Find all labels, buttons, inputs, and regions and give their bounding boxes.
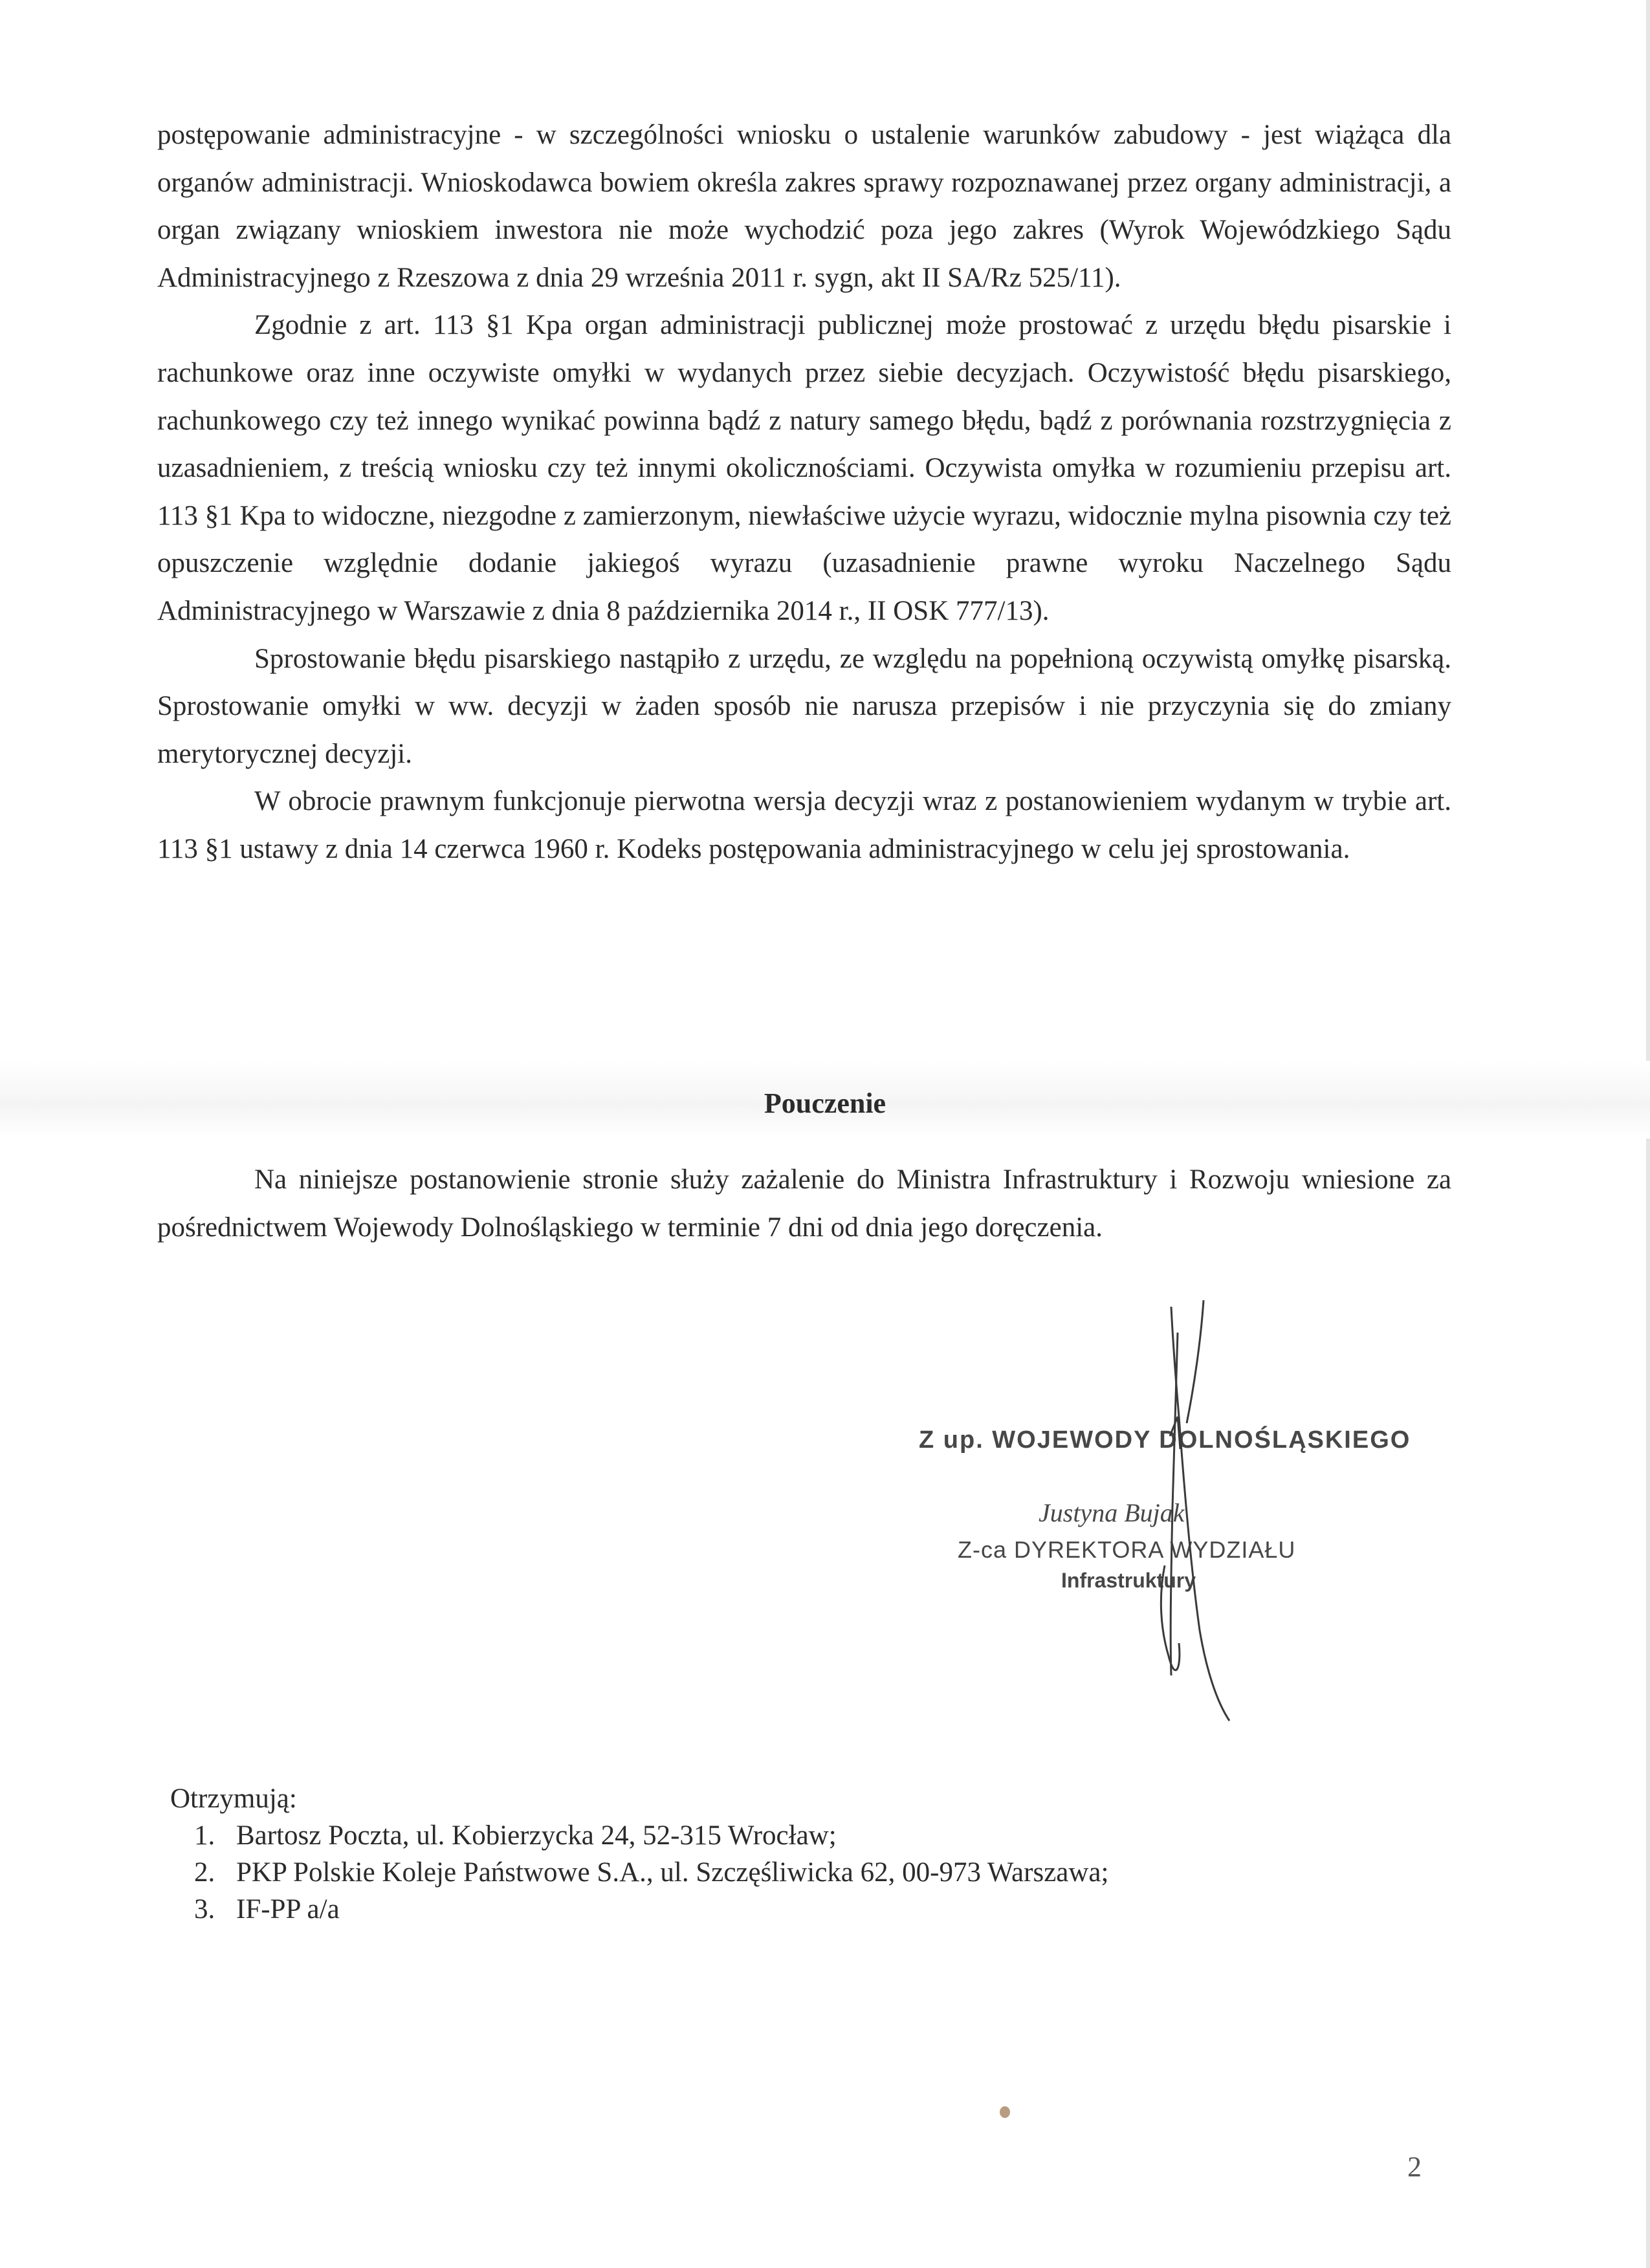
paragraph-art-113: Zgodnie z art. 113 §1 Kpa organ administracji publicznej może prostować z urzędu błędu pisarskie i rachunkowe oraz inne oczywiste omyłki w wydanych przez siebie decyzjach. Oczywistość błędu pisarskiego, rachunkowego czy też innego wynikać powinna bądź z natury samego błędu, bądź z porównania rozstrzygnięcia z uzasadnieniem, z treścią wniosku czy też innymi okolicznościami. Oczywista omyłka w rozumieniu przepisu art. 113 §1 Kpa to widoczne, niezgodne z zamierzonym, niewłaściwe użycie wyrazu, widocznie mylna pisownia czy też opuszczenie względnie dodanie jakiegoś wyrazu (uzasadnienie prawne wyroku Naczelnego Sądu Administracyjnego w Warszawie z dnia 8 października 2014 r., II OSK 777/13). <box>157 310 1451 626</box>
recipient-item: 3. IF-PP a/a <box>222 1891 1108 1928</box>
stamp-department: Infrastruktury <box>1061 1569 1196 1592</box>
scan-dot <box>1000 2106 1010 2118</box>
paragraph-continuation: postępowanie administracyjne - w szczególności wniosku o ustalenie warunków zabudowy - jest wiążąca dla organów administracji. Wnioskodawca bowiem określa zakres sprawy rozpoznawanej przez organy administracji, a organ związany wnioskiem inwestora nie może wychodzić poza jego zakres (Wyrok Wojewódzkiego Sądu Administracyjnego z Rzeszowa z dnia 29 września 2011 r. sygn, akt II SA/Rz 525/11). <box>157 120 1451 293</box>
recipient-item: 2. PKP Polskie Koleje Państwowe S.A., ul. Szczęśliwicka 62, 00-973 Warszawa; <box>222 1854 1108 1891</box>
recipients-block <box>170 1780 1108 1928</box>
stamp-authority: Z up. WOJEWODY DOLNOŚLĄSKIEGO <box>919 1426 1411 1454</box>
body-text <box>157 111 1451 873</box>
page-number: 2 <box>1407 2151 1422 2183</box>
paragraph-correction: Sprostowanie błędu pisarskiego nastąpiło z urzędu, ze względu na popełnioną oczywistą omyłkę pisarską. Sprostowanie omyłki w ww. decyzji w żaden sposób nie narusza przepisów i nie przyczynia się do zmiany merytorycznej decyzji. <box>157 643 1451 769</box>
paragraph-legal-circulation: W obrocie prawnym funkcjonuje pierwotna wersja decyzji wraz z postanowieniem wydanym w trybie art. 113 §1 ustawy z dnia 14 czerwca 1960 r. Kodeks postępowania administracyjnego w celu jej sprostowania. <box>157 786 1451 864</box>
instruction-heading: Pouczenie <box>764 1087 886 1119</box>
instruction-text: Na niniejsze postanowienie stronie służy zażalenie do Ministra Infrastruktury i Rozwoju wniesione za pośrednictwem Wojewody Dolnośląskiego w terminie 7 dni od dnia jego doręczenia. <box>157 1164 1451 1243</box>
recipients-list <box>170 1817 1108 1928</box>
recipient-item: 1. Bartosz Poczta, ul. Kobierzycka 24, 52-315 Wrocław; <box>222 1817 1108 1854</box>
stamp-title: Z-ca DYREKTORA WYDZIAŁU <box>958 1536 1296 1563</box>
recipients-label: Otrzymują: <box>170 1783 297 1814</box>
handwritten-signature <box>1139 1294 1242 1747</box>
stamp-name: Justyna Bujak <box>1039 1498 1185 1527</box>
